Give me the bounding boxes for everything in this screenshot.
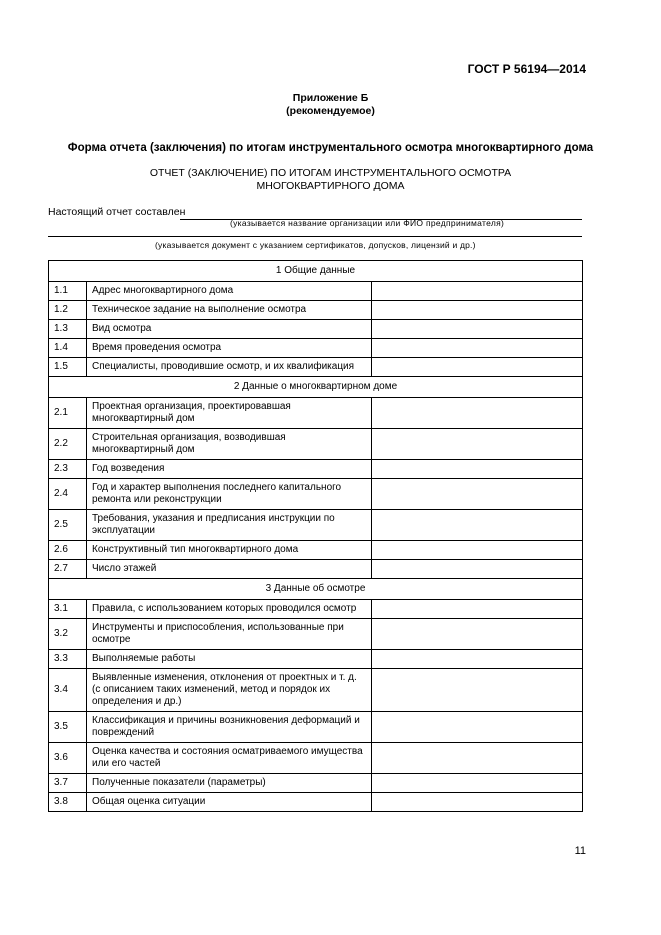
section-header-row: [49, 579, 583, 600]
table-row: [49, 282, 583, 301]
row-number: 2.6: [49, 541, 87, 560]
table-row: [49, 358, 583, 377]
row-value-cell[interactable]: [372, 619, 583, 650]
compiled-by-label: Настоящий отчет составлен: [48, 206, 186, 218]
table-row: [49, 600, 583, 619]
row-label: Число этажей: [87, 560, 372, 579]
row-value-cell[interactable]: [372, 460, 583, 479]
row-number: 3.6: [49, 743, 87, 774]
row-value-cell[interactable]: [372, 398, 583, 429]
row-number: 2.1: [49, 398, 87, 429]
row-number: 3.2: [49, 619, 87, 650]
row-label: Техническое задание на выполнение осмотра: [87, 301, 372, 320]
report-table: [48, 260, 583, 812]
row-value-cell[interactable]: [372, 669, 583, 712]
row-number: 2.4: [49, 479, 87, 510]
section-title: 1 Общие данные: [49, 261, 583, 282]
document-hint: (указывается документ с указанием сертификатов, допусков, лицензий и др.): [155, 240, 476, 250]
row-number: 1.3: [49, 320, 87, 339]
table-row: [49, 429, 583, 460]
row-label: Инструменты и приспособления, использованные при осмотре: [87, 619, 372, 650]
table-row: [49, 479, 583, 510]
row-value-cell[interactable]: [372, 320, 583, 339]
report-caps-title: [0, 167, 661, 193]
row-label: Общая оценка ситуации: [87, 793, 372, 812]
row-value-cell[interactable]: [372, 429, 583, 460]
row-label: Выполняемые работы: [87, 650, 372, 669]
table-row: [49, 669, 583, 712]
row-value-cell[interactable]: [372, 358, 583, 377]
row-number: 2.7: [49, 560, 87, 579]
row-number: 2.5: [49, 510, 87, 541]
table-row: [49, 510, 583, 541]
table-row: [49, 743, 583, 774]
row-value-cell[interactable]: [372, 560, 583, 579]
section-title: 2 Данные о многоквартирном доме: [49, 377, 583, 398]
row-value-cell[interactable]: [372, 774, 583, 793]
page-number: 11: [574, 845, 586, 857]
form-title: Форма отчета (заключения) по итогам инструментального осмотра многоквартирного дома: [67, 142, 594, 154]
standard-number: ГОСТ Р 56194—2014: [467, 62, 586, 76]
row-label: Выявленные изменения, отклонения от проектных и т. д. (с описанием таких изменений, метод и порядок их определения и др.): [87, 669, 372, 712]
row-number: 2.3: [49, 460, 87, 479]
row-number: 2.2: [49, 429, 87, 460]
table-row: [49, 774, 583, 793]
table-row: [49, 541, 583, 560]
row-label: Специалисты, проводившие осмотр, и их квалификация: [87, 358, 372, 377]
table-row: [49, 320, 583, 339]
row-label: Конструктивный тип многоквартирного дома: [87, 541, 372, 560]
row-value-cell[interactable]: [372, 301, 583, 320]
row-label: Классификация и причины возникновения деформаций и повреждений: [87, 712, 372, 743]
row-label: Строительная организация, возводившая многоквартирный дом: [87, 429, 372, 460]
row-value-cell[interactable]: [372, 712, 583, 743]
report-caps-line1: ОТЧЕТ (ЗАКЛЮЧЕНИЕ) ПО ИТОГАМ ИНСТРУМЕНТАЛЬНОГО ОСМОТРА: [149, 167, 512, 179]
row-number: 3.5: [49, 712, 87, 743]
section-header-row: [49, 377, 583, 398]
row-number: 3.1: [49, 600, 87, 619]
row-label: Полученные показатели (параметры): [87, 774, 372, 793]
table-row: [49, 619, 583, 650]
row-label: Время проведения осмотра: [87, 339, 372, 358]
row-label: Правила, с использованием которых проводился осмотр: [87, 600, 372, 619]
table-row: [49, 650, 583, 669]
row-label: Проектная организация, проектировавшая многоквартирный дом: [87, 398, 372, 429]
row-label: Адрес многоквартирного дома: [87, 282, 372, 301]
row-value-cell[interactable]: [372, 282, 583, 301]
row-number: 1.1: [49, 282, 87, 301]
appendix-heading: [0, 92, 661, 118]
row-label: Год и характер выполнения последнего капитального ремонта или реконструкции: [87, 479, 372, 510]
table-row: [49, 398, 583, 429]
row-value-cell[interactable]: [372, 600, 583, 619]
row-number: 1.2: [49, 301, 87, 320]
row-value-cell[interactable]: [372, 793, 583, 812]
compiled-by-field: [48, 206, 582, 218]
row-number: 3.4: [49, 669, 87, 712]
table-row: [49, 560, 583, 579]
row-value-cell[interactable]: [372, 339, 583, 358]
row-value-cell[interactable]: [372, 541, 583, 560]
report-caps-line2: МНОГОКВАРТИРНОГО ДОМА: [256, 180, 405, 192]
row-label: Год возведения: [87, 460, 372, 479]
compiled-by-hint: (указывается название организации или ФИО предпринимателя): [230, 218, 505, 228]
appendix-note: (рекомендуемое): [286, 105, 375, 117]
table-row: [49, 793, 583, 812]
table-row: [49, 460, 583, 479]
appendix-title: Приложение Б: [292, 92, 369, 104]
row-number: 1.4: [49, 339, 87, 358]
table-row: [49, 712, 583, 743]
table-row: [49, 339, 583, 358]
row-label: Вид осмотра: [87, 320, 372, 339]
row-value-cell[interactable]: [372, 650, 583, 669]
row-value-cell[interactable]: [372, 510, 583, 541]
section-title: 3 Данные об осмотре: [49, 579, 583, 600]
section-header-row: [49, 261, 583, 282]
row-value-cell[interactable]: [372, 743, 583, 774]
document-line: [48, 236, 582, 237]
row-number: 1.5: [49, 358, 87, 377]
row-label: Требования, указания и предписания инструкции по эксплуатации: [87, 510, 372, 541]
row-value-cell[interactable]: [372, 479, 583, 510]
row-number: 3.7: [49, 774, 87, 793]
row-number: 3.8: [49, 793, 87, 812]
row-label: Оценка качества и состояния осматриваемого имущества или его частей: [87, 743, 372, 774]
table-row: [49, 301, 583, 320]
row-number: 3.3: [49, 650, 87, 669]
